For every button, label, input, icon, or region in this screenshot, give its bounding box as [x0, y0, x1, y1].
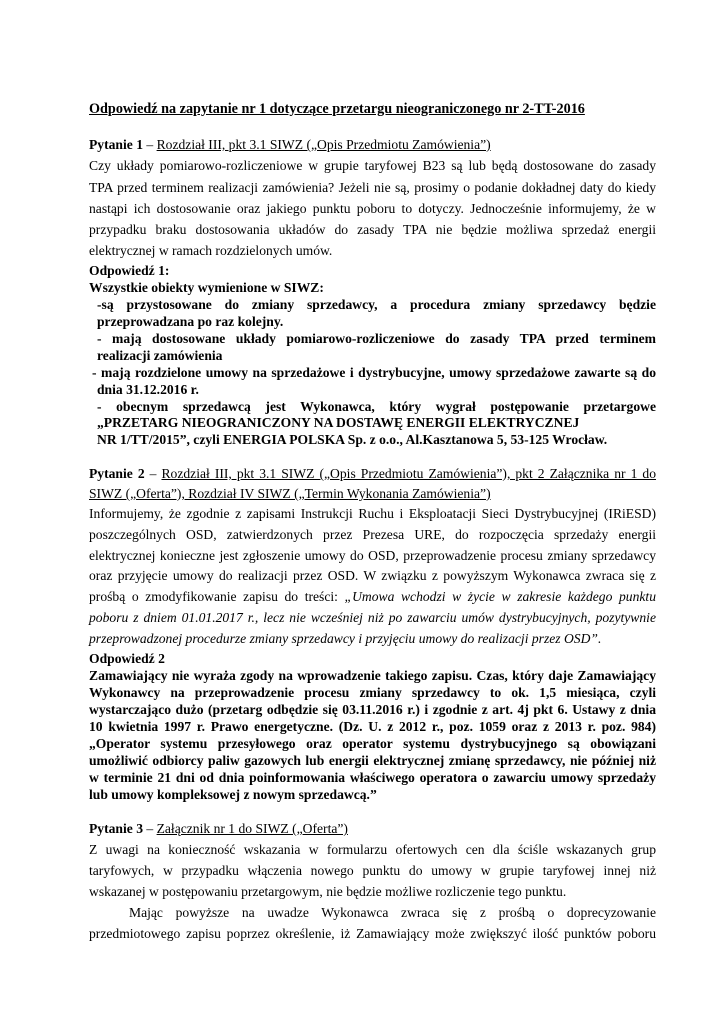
question-3-body-line: przedmiotowego zapisu poprzez określenie, iż Zamawiający może zwiększyć ilość punktów poboru: [89, 926, 656, 941]
question-2-reference: Rozdział III, pkt 3.1 SIWZ („Opis Przedmiotu Zamówienia”), pkt 2 Załącznika nr 1 do: [161, 466, 657, 481]
question-1-body-line: TPA przed terminem realizacji zamówienia? Jeżeli nie są, prosimy o podanie dokładnej daty do kiedy: [89, 180, 656, 195]
answer-1-line: -są przystosowane do zmiany sprzedawcy, a procedura zmiany sprzedawcy będzie: [97, 297, 656, 312]
answer-2-line: Zamawiający nie wyraża zgody na wprowadzenie takiego zapisu. Czas, który daje Zamawiający: [89, 668, 656, 683]
question-2-reference-cont: SIWZ („Oferta”), Rozdział IV SIWZ („Termin Wykonania Zamówienia”): [89, 486, 491, 501]
question-3-body-line: wskazanej w postępowaniu przetargowym, nie będzie możliwe rozliczenie tego punktu.: [89, 884, 567, 899]
question-2-label: Pytanie 2: [89, 466, 145, 481]
question-3-body-line: Mając powyższe na uwadze Wykonawca zwraca się z prośbą o doprecyzowanie: [129, 905, 656, 920]
question-3-body-line: taryfowych, w przypadku włączenia nowego punktu do umowy w grupie taryfowej innej niż: [89, 863, 656, 878]
answer-1-line: Wszystkie obiekty wymienione w SIWZ:: [89, 280, 324, 295]
question-1-reference: Rozdział III, pkt 3.1 SIWZ („Opis Przedmiotu Zamówienia”): [156, 137, 491, 152]
answer-1-line: - mają dostosowane układy pomiarowo-rozliczeniowe do zasady TPA przed terminem: [97, 331, 656, 346]
question-2-quote-line: przeprowadzonej procedurze zmiany sprzedawcy i przyjęciu umowy do realizacji przez OSD”.: [89, 631, 602, 646]
answer-1-line: dnia 31.12.2016 r.: [97, 382, 199, 397]
question-1-label: Pytanie 1: [89, 137, 143, 152]
question-3-separator: –: [143, 821, 157, 836]
question-1-heading: [89, 136, 491, 153]
question-2-body-line: poszczególnych OSD, zatwierdzonych przez Prezesa URE, do rozpoczęcia sprzedaży energii: [89, 527, 656, 542]
question-1-body-line: nastąpi ich dostosowanie oraz jakiego punktu poboru to dotyczy. Jednocześnie informujemy, że w: [89, 201, 656, 216]
question-2-separator: –: [144, 466, 162, 481]
question-3-label: Pytanie 3: [89, 821, 143, 836]
question-1-body-line: elektrycznej w ramach rozdzielonych umów.: [89, 243, 333, 258]
answer-1-line: - mają rozdzielone umowy na sprzedażowe i dystrybucyjne, umowy sprzedażowe zawarte są do: [92, 365, 656, 380]
answer-1-line: „PRZETARG NIEOGRANICZONY NA DOSTAWĘ ENERGII ELEKTRYCZNEJ: [97, 415, 580, 430]
answer-1-line: NR 1/TT/2015”, czyli ENERGIA POLSKA Sp. z o.o., Al.Kasztanowa 5, 53-125 Wrocław.: [97, 432, 608, 447]
answer-1-line: - obecnym sprzedawcą jest Wykonawca, który wygrał postępowanie przetargowe: [97, 399, 656, 414]
question-1-separator: –: [143, 137, 157, 152]
question-3-heading: [89, 820, 348, 837]
question-2-body-line: Informujemy, że zgodnie z zapisami Instrukcji Ruchu i Eksploatacji Sieci Dystrybucyjnej (IRiESD): [89, 506, 656, 521]
answer-1-line: realizacji zamówienia: [97, 348, 223, 363]
question-2-body-line: elektrycznej konieczne jest zgłoszenie umowy do OSD, przeprowadzenie procesu zmiany sprzedawcy: [89, 548, 656, 563]
document-title: Odpowiedź na zapytanie nr 1 dotyczące przetargu nieograniczonego nr 2-TT-2016: [89, 101, 585, 117]
question-2-body-plain: prośbą o zmodyfikowanie zapisu do treści:: [89, 589, 345, 604]
answer-2-label: Odpowiedź 2: [89, 651, 165, 666]
question-2-body-line: [89, 588, 656, 605]
answer-2-line: umożliwić odbiorcy paliw gazowych lub energii elektrycznej zmianę sprzedawcy, nie później niż: [89, 753, 656, 768]
answer-1-line: przeprowadzana po raz kolejny.: [97, 314, 284, 329]
question-2-quote-line: poboru z dniem 01.01.2017 r., lecz nie wcześniej niż po zawarciu umów dystrybucyjnych, pozytywnie: [89, 610, 656, 625]
question-2-body-line: oraz przyjęcie umowy do realizacji przez OSD. W związku z powyższym Wykonawca zwraca się z: [89, 568, 656, 583]
answer-2-line: „Operator systemu przesyłowego oraz operator systemu dystrybucyjnego są obowiązani: [89, 736, 656, 751]
answer-2-line: wystarczająco dużo (przetarg odbędzie się 03.11.2016 r.) i zgodnie z art. 4j pkt 6. Ustawy z dnia: [89, 702, 656, 717]
answer-2-line: Wykonawcy na przeprowadzenie procesu zmiany sprzedawcy to ok. 1,5 miesiąca, czyli: [89, 685, 656, 700]
answer-2-line: 10 kwietnia 1997 r. Prawo energetyczne. (Dz. U. z 2012 r., poz. 1059 oraz z 2013 r. poz. 984): [89, 719, 656, 734]
question-3-body-line: Z uwagi na konieczność wskazania w formularzu ofertowych cen dla ściśle wskazanych grup: [89, 842, 656, 857]
answer-2-line: lub umowy kompleksowej z nowym sprzedawcą.”: [89, 787, 377, 802]
answer-2-line: w terminie 21 dni od dnia poinformowania właściwego operatora o zawarciu umowy sprzedaży: [89, 770, 656, 785]
answer-1-label: Odpowiedź 1:: [89, 263, 170, 278]
question-2-quote-start: „Umowa wchodzi w życie w zakresie każdego punktu: [344, 589, 656, 604]
question-2-heading: [89, 465, 656, 482]
question-1-body-line: Czy układy pomiarowo-rozliczeniowe w grupie taryfowej B23 są lub będą dostosowane do zasady: [89, 158, 656, 173]
question-3-reference: Załącznik nr 1 do SIWZ („Oferta”): [156, 821, 348, 836]
question-1-body-line: przypadku braku dostosowania układów do zasady TPA nie będzie możliwa sprzedaż energii: [89, 222, 656, 237]
